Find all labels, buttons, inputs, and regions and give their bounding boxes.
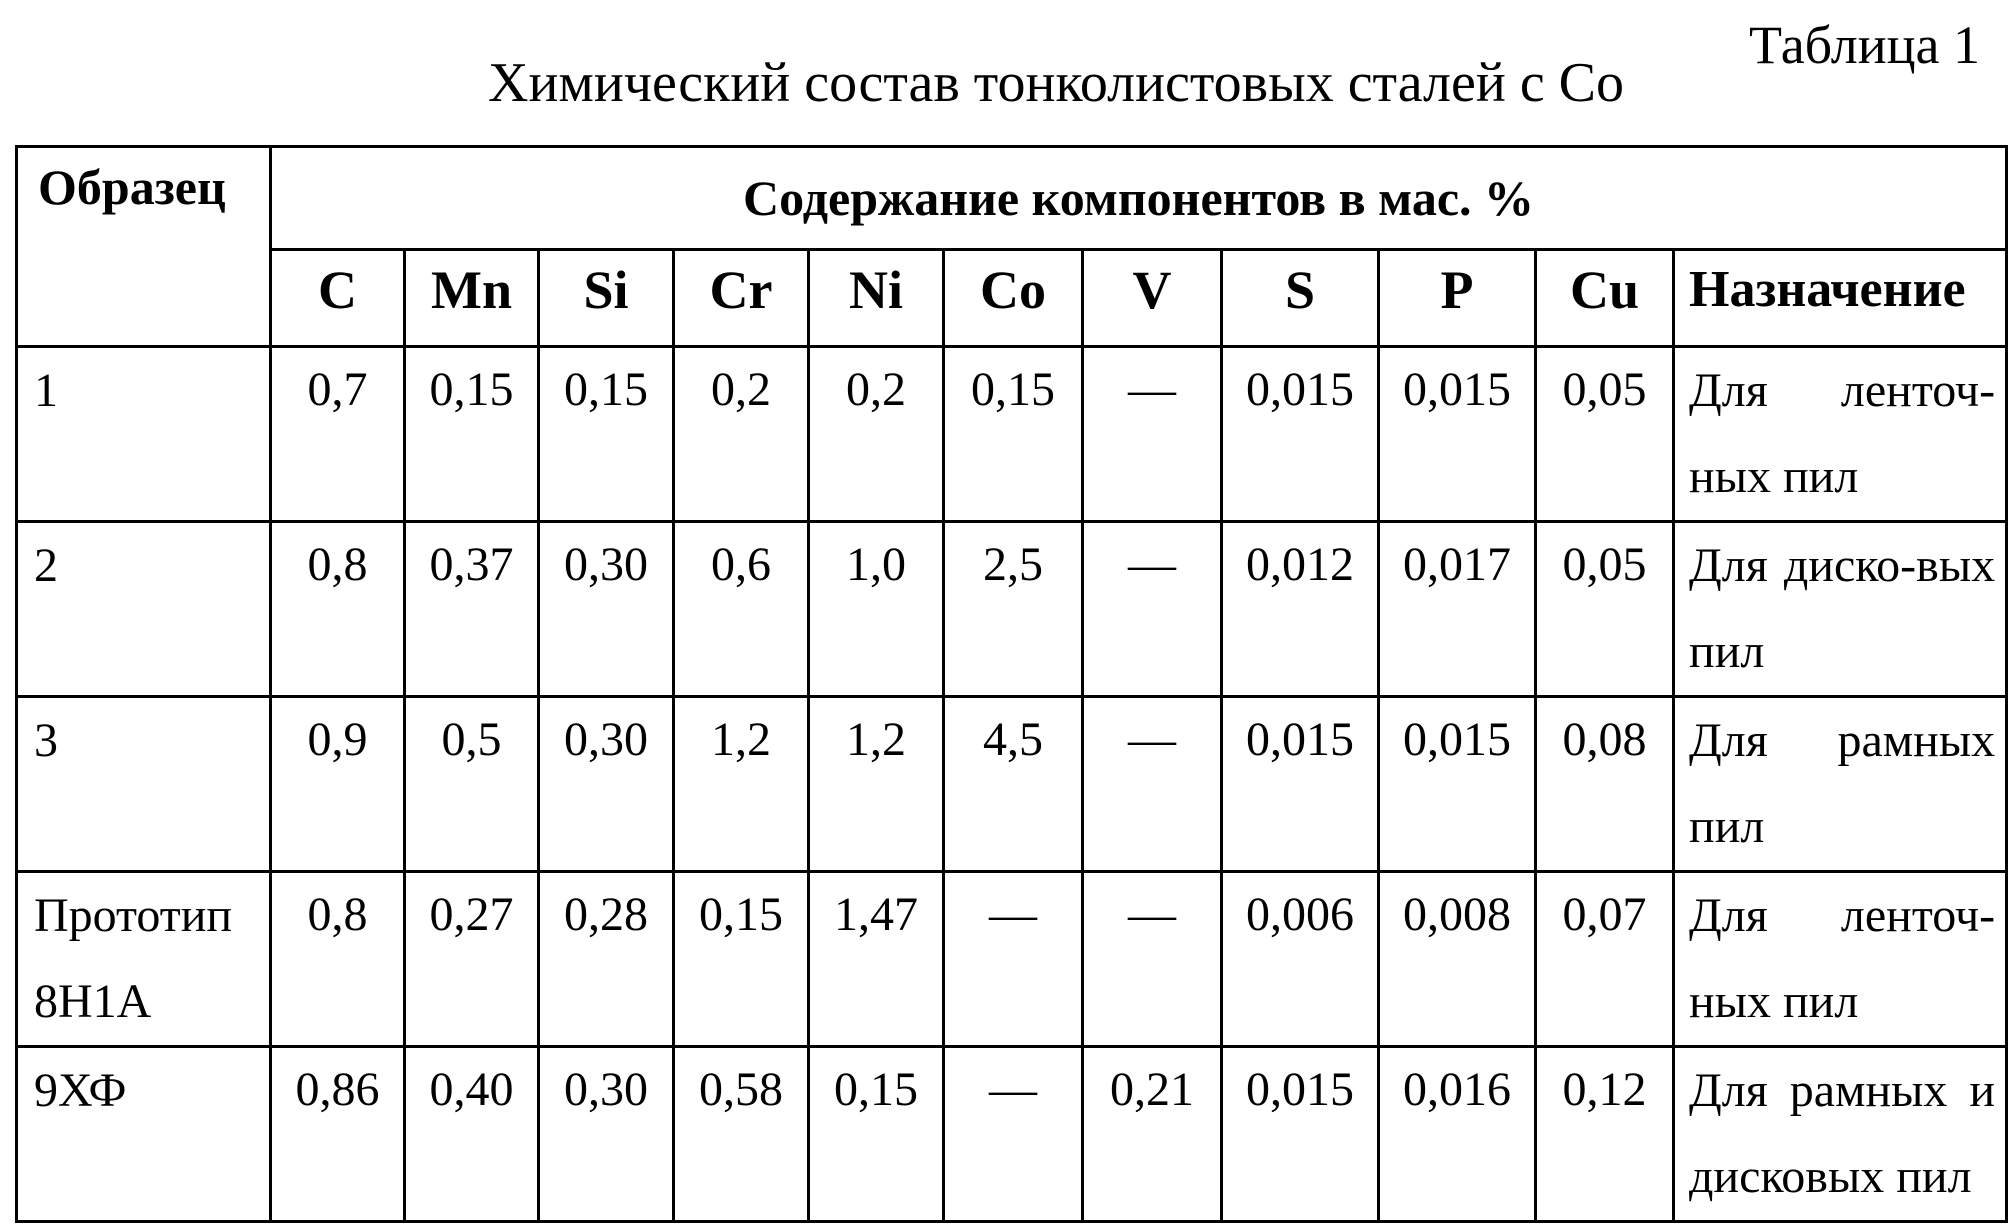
element-header: Co	[944, 250, 1083, 347]
value-cell: 0,012	[1222, 522, 1379, 697]
value-cell: 0,12	[1536, 1047, 1674, 1222]
sample-cell	[17, 1047, 271, 1222]
value-cell: 0,30	[539, 522, 674, 697]
purpose-cell: Для рамных пил	[1674, 697, 2007, 872]
element-header: Cr	[674, 250, 809, 347]
value-cell: —	[1083, 872, 1222, 1047]
sample-header: Образец	[17, 147, 271, 347]
value-cell: 0,5	[405, 697, 539, 872]
purpose-cell: Для диско-вых пил	[1674, 522, 2007, 697]
element-header: Cu	[1536, 250, 1674, 347]
value-cell: 0,15	[539, 347, 674, 522]
element-header: C	[271, 250, 405, 347]
table-number: Таблица 1	[1749, 15, 1980, 75]
value-cell: 0,86	[271, 1047, 405, 1222]
value-cell: 0,15	[809, 1047, 944, 1222]
sample-cell	[17, 347, 271, 522]
element-header: Mn	[405, 250, 539, 347]
value-cell: 0,15	[944, 347, 1083, 522]
purpose-header: Назначение	[1674, 250, 2007, 347]
table-row	[17, 522, 2007, 697]
value-cell: 0,21	[1083, 1047, 1222, 1222]
value-cell: 2,5	[944, 522, 1083, 697]
table-row	[17, 347, 2007, 522]
value-cell: 0,015	[1379, 697, 1536, 872]
sample-cell	[17, 697, 271, 872]
sample-label: 2	[34, 539, 58, 592]
value-cell: 0,017	[1379, 522, 1536, 697]
value-cell: —	[944, 1047, 1083, 1222]
value-cell: —	[1083, 697, 1222, 872]
purpose-cell: Для рамных и дисковых пил	[1674, 1047, 2007, 1222]
value-cell: 0,015	[1222, 697, 1379, 872]
header-row-top	[17, 147, 2007, 250]
value-cell: 0,08	[1536, 697, 1674, 872]
sample-label: 1	[34, 364, 58, 417]
value-cell: 0,2	[809, 347, 944, 522]
element-header: S	[1222, 250, 1379, 347]
value-cell: 0,8	[271, 522, 405, 697]
value-cell: 0,27	[405, 872, 539, 1047]
value-cell: —	[1083, 347, 1222, 522]
value-cell: 1,2	[674, 697, 809, 872]
header-row-elements	[17, 250, 2007, 347]
value-cell: 0,05	[1536, 347, 1674, 522]
value-cell: —	[1083, 522, 1222, 697]
value-cell: 0,15	[674, 872, 809, 1047]
value-cell: 0,15	[405, 347, 539, 522]
value-cell: 0,37	[405, 522, 539, 697]
value-cell: 0,40	[405, 1047, 539, 1222]
value-cell: 0,015	[1222, 347, 1379, 522]
table-row	[17, 1047, 2007, 1222]
value-cell: 0,05	[1536, 522, 1674, 697]
sample-cell	[17, 522, 271, 697]
sample-label: Прототип	[34, 889, 233, 942]
value-cell: 1,0	[809, 522, 944, 697]
table-row	[17, 872, 2007, 1047]
table-title: Химический состав тонколистовых сталей с Со	[488, 52, 1625, 114]
element-header: P	[1379, 250, 1536, 347]
value-cell: 0,9	[271, 697, 405, 872]
content-header: Содержание компонентов в мас. %	[271, 147, 2007, 250]
value-cell: 0,30	[539, 697, 674, 872]
value-cell: 4,5	[944, 697, 1083, 872]
sample-label: 9ХФ	[34, 1064, 127, 1117]
value-cell: 0,006	[1222, 872, 1379, 1047]
value-cell: 0,016	[1379, 1047, 1536, 1222]
element-header: Si	[539, 250, 674, 347]
purpose-cell: Для ленточ-ных пил	[1674, 347, 2007, 522]
value-cell: 0,6	[674, 522, 809, 697]
value-cell: 0,015	[1222, 1047, 1379, 1222]
value-cell: 1,2	[809, 697, 944, 872]
value-cell: 0,28	[539, 872, 674, 1047]
element-header: V	[1083, 250, 1222, 347]
sample-cell	[17, 872, 271, 1047]
table-row	[17, 697, 2007, 872]
value-cell: 0,58	[674, 1047, 809, 1222]
value-cell: 0,2	[674, 347, 809, 522]
value-cell: 0,07	[1536, 872, 1674, 1047]
value-cell: 0,30	[539, 1047, 674, 1222]
purpose-cell: Для ленточ-ных пил	[1674, 872, 2007, 1047]
value-cell: 1,47	[809, 872, 944, 1047]
value-cell: 0,7	[271, 347, 405, 522]
sample-grade: 8Н1А	[34, 975, 152, 1028]
sample-label: 3	[34, 714, 58, 767]
value-cell: —	[944, 872, 1083, 1047]
element-header: Ni	[809, 250, 944, 347]
composition-table	[15, 145, 2008, 1223]
value-cell: 0,8	[271, 872, 405, 1047]
value-cell: 0,008	[1379, 872, 1536, 1047]
value-cell: 0,015	[1379, 347, 1536, 522]
